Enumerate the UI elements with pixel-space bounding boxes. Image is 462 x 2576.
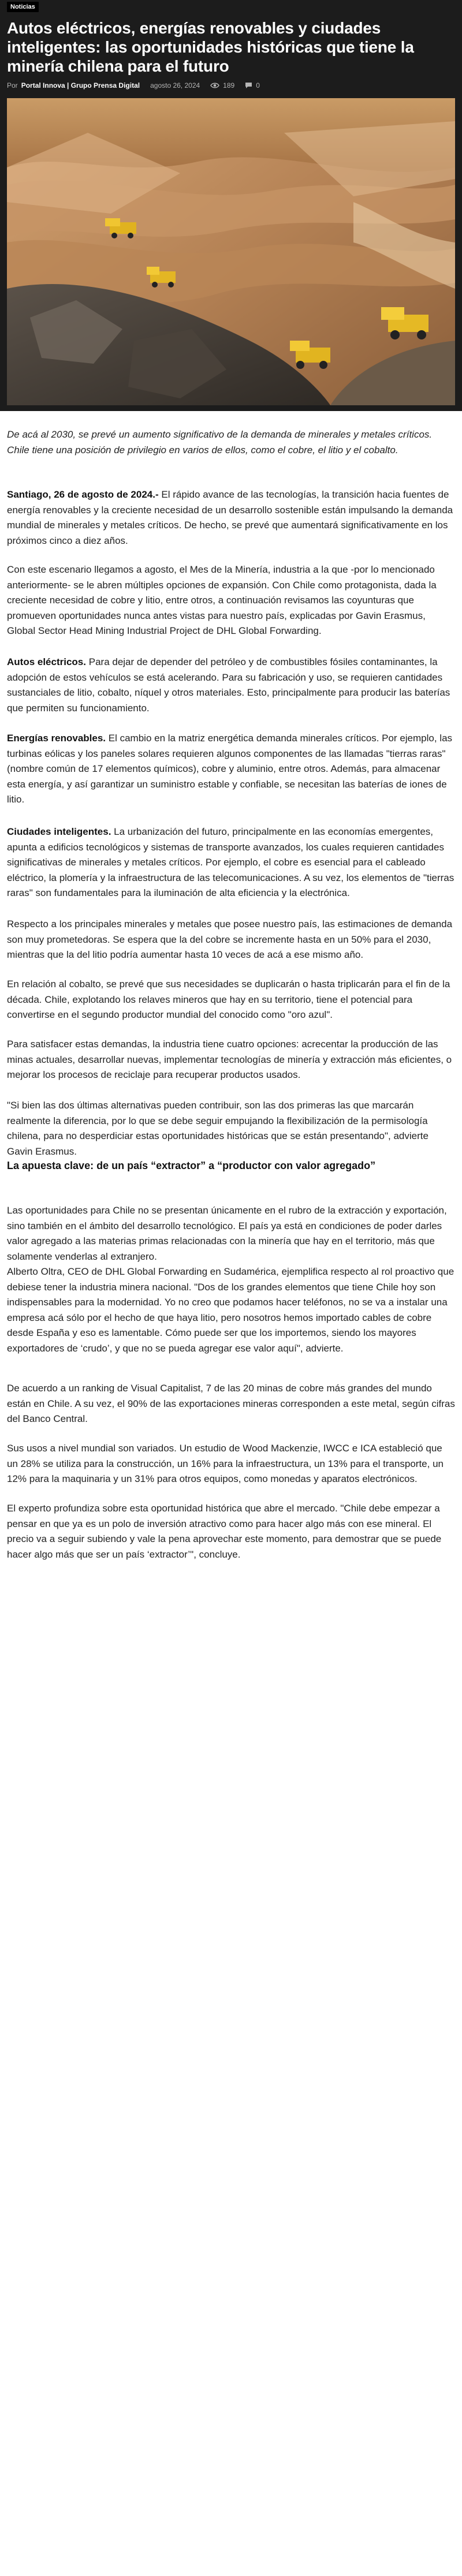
by-label: Por (7, 81, 18, 89)
author-link[interactable]: Portal Innova | Grupo Prensa Digital (21, 81, 140, 89)
section-label: Energías renovables. (7, 733, 106, 744)
comment-icon[interactable] (245, 82, 252, 89)
paragraph: Para satisfacer estas demandas, la industria tiene cuatro opciones: acrecentar la producción de las minas actuales, desarrollar nuevas, implementar tecnologías de minería y extracción más eficientes, o mejorar los procesos de reciclaje para recuperar productos usados. (7, 1039, 452, 1080)
hero-image (7, 98, 455, 405)
article-title: Autos eléctricos, energías renovables y ciudades inteligentes: las oportunidades históricas que tiene la minería chilena para el futuro (7, 19, 414, 75)
paragraph: El experto profundiza sobre esta oportunidad histórica que abre el mercado. "Chile debe empezar a pensar en que ya es un polo de inversión atractivo como para hacer algo más con ese mineral. El precio va a seguir subiendo y vale la pena aprovechar este momento, para demostrar que se puede hacer algo más que ser un país ‘extractor’", concluye. (7, 1503, 442, 1560)
paragraph: Autos eléctricos. Para dejar de depender del petróleo y de combustibles fósiles contaminantes, la adopción de estos vehículos se está acelerando. Para su fabricación y uso, se requieren cantidades sustanciales de litio, cobalto, níquel y otros materiales. Esto, principalmente para producir las baterías que permiten su funcionamiento. (7, 656, 450, 714)
category-badge[interactable]: Noticias (7, 2, 39, 12)
paragraph: Respecto a los principales minerales y metales que posee nuestro país, las estimaciones de demanda son muy prometedoras. Se espera que la del cobre se incremente hasta en un 50% para el 2030, mientras que la del litio podría aumentar hasta 10 veces de acá a ese mismo año. (7, 919, 453, 960)
publish-date: agosto 26, 2024 (150, 81, 200, 89)
paragraph: Energías renovables. El cambio en la matriz energética demanda minerales críticos. Por ejemplo, las turbinas eólicas y los paneles solares requieren algunos componentes de las llamadas "tierras raras" (nombre común de 17 elementos químicos), cobre y aluminio, entre otros. Además, para almacenar esta energía, y así garantizar un suministro estable y confiable, se necesitan las baterías de iones de litio. (7, 733, 453, 805)
section-label: Autos eléctricos. (7, 656, 86, 667)
comment-count[interactable]: 0 (256, 81, 260, 89)
paragraph: Las oportunidades para Chile no se presentan únicamente en el rubro de la extracción y exportación, sino también en el ámbito del desarrollo tecnológico. El país ya está en condiciones de poder darles valor agregado a las materias primas relacionadas con la minería que hay en el territorio, más que solamente venderlas al extranjero. (7, 1205, 447, 1262)
paragraph: Sus usos a nivel mundial son variados. Un estudio de Wood Mackenzie, IWCC e ICA estableció que un 28% se utiliza para la construcción, un 16% para la infraestructura, un 13% para el transporte, un 12% para la maquinaria y un 31% para otros equipos, como monedas y aparatos electrónicos. (7, 1443, 444, 1484)
article-meta (7, 80, 260, 91)
view-count: 189 (223, 81, 235, 89)
eye-icon (210, 82, 219, 89)
section-heading: La apuesta clave: de un país “extractor” a “productor con valor agregado” (7, 1160, 376, 1171)
paragraph: Con este escenario llegamos a agosto, el Mes de la Minería, industria a la que -por lo mencionado anteriormente- se le abren múltiples opciones de expansión. Con Chile como protagonista, dada la creciente necesidad de cobre y litio, entre otros, a continuación revisamos las coyunturas que promueven oportunidades nunca antes vistas para nuestro país, explicadas por Gavin Erasmus, Global Sector Head Mining Industrial Project de DHL Global Forwarding. (7, 564, 437, 636)
section-label: Ciudades inteligentes. (7, 826, 111, 837)
paragraph: De acuerdo a un ranking de Visual Capitalist, 7 de las 20 minas de cobre más grandes del mundo están en Chile. A su vez, el 90% de las exportaciones mineras corresponden a este metal, según cifras del Banco Central. (7, 1383, 455, 1424)
article-lead: De acá al 2030, se prevé un aumento significativo de la demanda de minerales y metales críticos. Chile tiene una posición de privilegio en varios de ellos, como el cobre, el litio y el cobalto. (7, 429, 433, 456)
paragraph: Santiago, 26 de agosto de 2024.- El rápido avance de las tecnologías, la transición hacia fuentes de energía renovables y la creciente necesidad de un desarrollo sostenible están impulsando la demanda mundial de minerales y metales críticos. De hecho, se prevé que aumentará significativamente en los próximos cinco a diez años. (7, 489, 453, 546)
dateline: Santiago, 26 de agosto de 2024.- (7, 489, 159, 500)
article-header (0, 0, 462, 411)
paragraph: Ciudades inteligentes. La urbanización del futuro, principalmente en las economías emergentes, apunta a edificios tecnológicos y sistemas de transporte avanzados, los cuales requieren cantidades significativas de minerales y metales críticos. Por ejemplo, el cobre es esencial para el cableado eléctrico, la plomería y la infraestructura de las telecomunicaciones. A su vez, los elementos de "tierras raras" son fundamentales para la iluminación de alta eficiencia y la electrónica. (7, 826, 454, 898)
paragraph: "Si bien las dos últimas alternativas pueden contribuir, son las dos primeras las que marcarán realmente la diferencia, por lo que se debe seguir empujando la flexibilización de la permisología chilena, para no desperdiciar estas oportunidades históricas que se están presentando", advierte Gavin Erasmus. (7, 1100, 429, 1157)
paragraph: Alberto Oltra, CEO de DHL Global Forwarding en Sudamérica, ejemplifica respecto al rol proactivo que debiese tener la industria minera nacional. "Dos de los grandes elementos que tiene Chile hoy son indispensables para la modernidad. Yo no creo que podamos hacer teléfonos, no se va a instalar una empresa acá sólo por el hecho de que haya litio, pero nosotros hemos importado cables de cobre desde España y eso es lamentable. Cómo puede ser que los importemos, siendo los mayores exportadores de ‘crudo’, y que no se pueda agregar ese valor aquí", advierte. (7, 1266, 454, 1354)
paragraph: En relación al cobalto, se prevé que sus necesidades se duplicarán o hasta triplicarán para el fin de la década. Chile, explotando los relaves mineros que hay en su territorio, tiene el potencial para convertirse en el segundo productor mundial del conocido como "oro azul". (7, 979, 450, 1020)
